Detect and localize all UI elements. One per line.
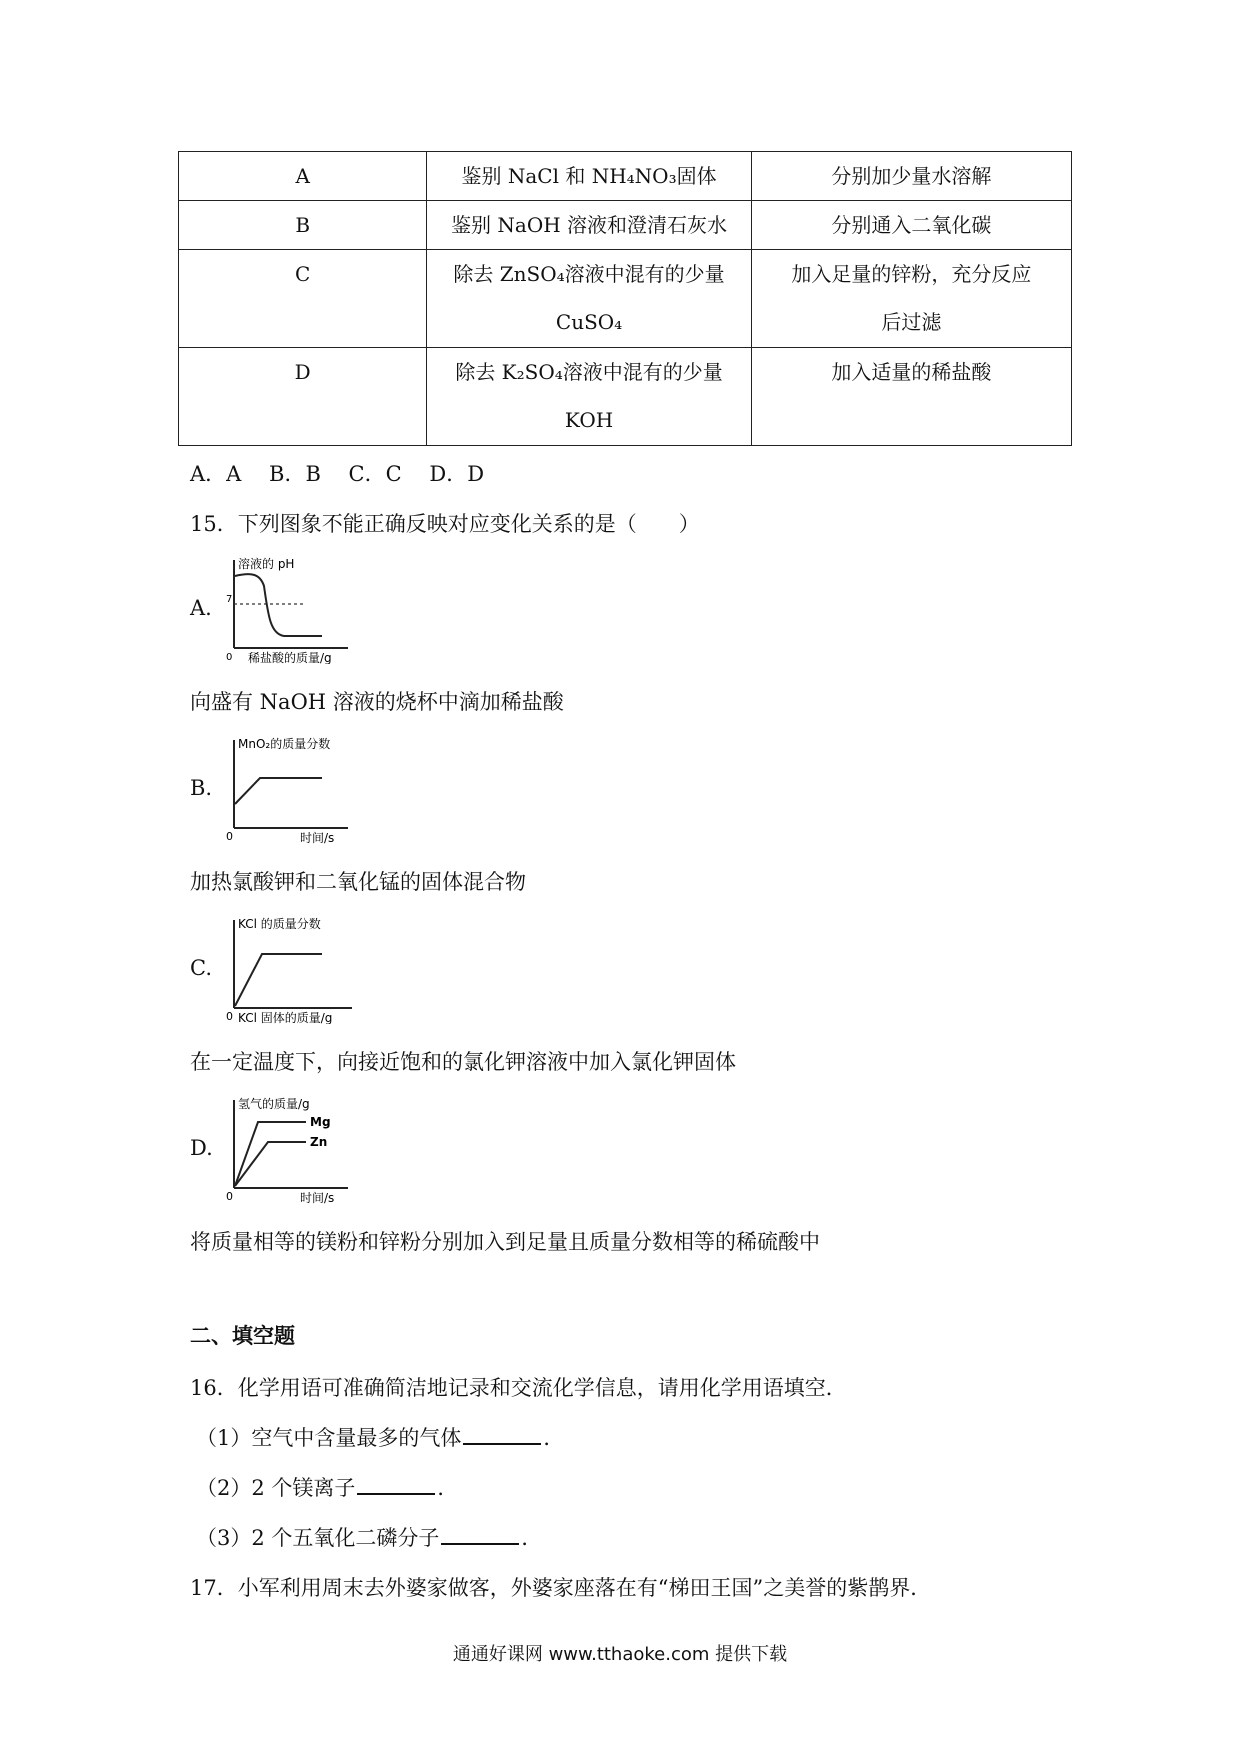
x-axis-label: 时间/s [300, 1191, 335, 1204]
y-axis-label: 溶液的 pH [238, 557, 295, 571]
mg-curve [235, 1122, 306, 1186]
x-axis-label: 时间/s [300, 831, 335, 844]
mg-series-label: Mg [310, 1115, 331, 1129]
y-axis-label: MnO₂的质量分数 [238, 737, 331, 751]
method-cell: 分别加少量水溶解 [751, 152, 1071, 201]
zn-series-label: Zn [310, 1135, 328, 1149]
method-cell: 加入适量的稀盐酸 [751, 348, 1071, 446]
page-footer: 通通好课网 www.tthaoke.com 提供下载 [452, 1644, 788, 1665]
origin-label: 0 [226, 1010, 233, 1023]
q15-option-d-label: D. [190, 1136, 213, 1160]
q15-option-d-caption: 将质量相等的镁粉和锌粉分别加入到足量且质量分数相等的稀硫酸中 [190, 1230, 820, 1254]
origin-label: 0 [226, 652, 233, 663]
q15-graph-d [222, 1092, 352, 1204]
table-row [179, 348, 1072, 446]
q15-stem: 15．下列图象不能正确反映对应变化关系的是（ ） [190, 512, 700, 536]
experiment-cell: 鉴别 NaOH 溶液和澄清石灰水 [427, 201, 751, 250]
q16-stem: 16．化学用语可准确简洁地记录和交流化学信息，请用化学用语填空． [190, 1376, 847, 1400]
answer-blank[interactable] [357, 1475, 435, 1495]
neutral-tick-label: 7 [226, 594, 233, 605]
table-row [179, 152, 1072, 201]
option-cell: D [179, 348, 427, 446]
method-cell: 加入足量的锌粉，充分反应 后过滤 [751, 250, 1071, 348]
table-row [179, 250, 1072, 348]
q14-choices: A．A B．B C．C D．D [190, 462, 485, 486]
q15-option-c-caption: 在一定温度下，向接近饱和的氯化钾溶液中加入氯化钾固体 [190, 1050, 736, 1074]
q17-stem: 17．小军利用周末去外婆家做客，外婆家座落在有“梯田王国”之美誉的紫鹊界． [190, 1576, 932, 1600]
ph-curve [235, 574, 322, 636]
experiment-cell: 除去 K₂SO₄溶液中混有的少量 KOH [427, 348, 751, 446]
q15-option-b-label: B. [190, 776, 213, 800]
answer-blank[interactable] [441, 1525, 519, 1545]
option-cell: C [179, 250, 427, 348]
x-axis-label: 稀盐酸的质量/g [248, 651, 332, 664]
q16-item-2: （2）2 个镁离子 ． [196, 1476, 459, 1500]
q15-option-a-label: A. [190, 596, 212, 620]
y-axis-label: 氢气的质量/g [238, 1097, 310, 1111]
q15-option-a-caption: 向盛有 NaOH 溶液的烧杯中滴加稀盐酸 [190, 690, 564, 714]
q15-graph-c [222, 912, 362, 1024]
option-cell: B [179, 201, 427, 250]
section-title: 二、填空题 [190, 1324, 295, 1348]
q16-item-1: （1）空气中含量最多的气体 ． [196, 1426, 565, 1450]
experiment-cell: 鉴别 NaCl 和 NH₄NO₃固体 [427, 152, 751, 201]
table-row [179, 201, 1072, 250]
q16-item-3: （3）2 个五氧化二磷分子 ． [196, 1526, 543, 1550]
q15-option-b-caption: 加热氯酸钾和二氧化锰的固体混合物 [190, 870, 526, 894]
mno2-curve [235, 778, 322, 804]
q15-graph-b [222, 732, 352, 844]
x-axis-label: KCl 固体的质量/g [238, 1011, 333, 1024]
zn-curve [235, 1142, 306, 1186]
answer-blank[interactable] [463, 1425, 541, 1445]
y-axis-label: KCl 的质量分数 [238, 917, 321, 931]
kcl-curve [235, 954, 322, 1006]
q15-option-c-label: C. [190, 956, 212, 980]
option-cell: A [179, 152, 427, 201]
method-cell: 分别通入二氧化碳 [751, 201, 1071, 250]
experiment-cell: 除去 ZnSO₄溶液中混有的少量 CuSO₄ [427, 250, 751, 348]
origin-label: 0 [226, 1190, 233, 1203]
options-table [178, 151, 1072, 446]
origin-label: 0 [226, 830, 233, 843]
q15-graph-a [222, 552, 352, 664]
